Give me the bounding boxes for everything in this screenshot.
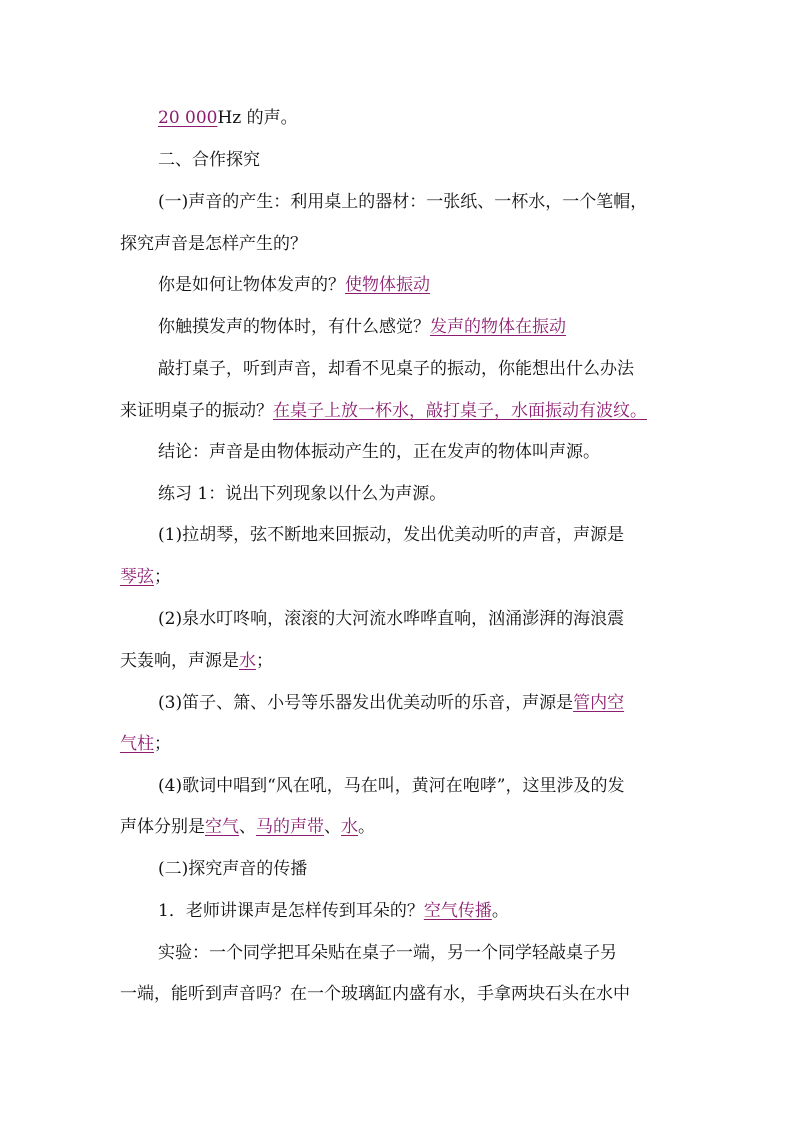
- answer-blank: 空气: [205, 817, 239, 837]
- line-text: Hz 的声。: [217, 108, 298, 128]
- answer-blank: 马的声带: [256, 817, 324, 837]
- text-line-14: [120, 646, 680, 676]
- text-line-3: [158, 187, 680, 217]
- line-text: 、: [239, 817, 256, 837]
- line-text: 你是如何让物体发声的？: [158, 275, 345, 295]
- text-line-12: [120, 562, 680, 592]
- text-line-6: [158, 312, 680, 342]
- line-text: 一端，能听到声音吗？在一个玻璃缸内盛有水，手拿两块石头在水中: [120, 984, 630, 1004]
- answer-blank: 管内空: [573, 693, 625, 713]
- answer-blank: 空气传播: [423, 901, 492, 921]
- text-line-7: [158, 354, 680, 384]
- text-line-17: [158, 771, 680, 801]
- text-line-20: [158, 896, 680, 926]
- line-text: (4)歌词中唱到“风在吼，马在叫，黄河在咆哮”，这里涉及的发: [158, 776, 625, 796]
- section-heading-2: [158, 145, 680, 175]
- line-text: 。: [491, 901, 509, 921]
- answer-blank: 发声的物体在振动: [430, 317, 566, 337]
- text-line-9: [158, 437, 680, 467]
- text-line-13: [158, 604, 680, 634]
- line-text: 。: [358, 817, 375, 837]
- answer-blank: 气柱: [120, 734, 154, 754]
- text-line-11: [158, 520, 680, 550]
- line-text: (2)泉水叮咚响，滚滚的大河流水哗哗直响，汹涌澎湃的海浪震: [158, 609, 625, 629]
- line-text: 实验：一个同学把耳朵贴在桌子一端，另一个同学轻敲桌子另: [158, 943, 617, 963]
- line-text: 天轰响，声源是: [120, 651, 239, 671]
- text-line-15: [158, 688, 680, 718]
- line-text: 声体分别是: [120, 817, 205, 837]
- line-text: (3)笛子、箫、小号等乐器发出优美动听的乐音，声源是: [158, 693, 574, 713]
- text-line-8: [120, 396, 680, 426]
- answer-blank: 使物体振动: [345, 275, 430, 295]
- line-text: 结论：声音是由物体振动产生的，正在发声的物体叫声源。: [158, 442, 600, 462]
- text-line-18: [120, 812, 680, 842]
- text-line-21: [158, 938, 680, 968]
- answer-blank: 在桌子上放一杯水，敲打桌子，水面振动有波纹。: [273, 401, 647, 421]
- line-text: 1．老师讲课声是怎样传到耳朵的？: [158, 901, 424, 921]
- line-text: 来证明桌子的振动？: [120, 401, 273, 421]
- text-line-16: [120, 729, 680, 759]
- line-text: (1)拉胡琴，弦不断地来回振动，发出优美动听的声音，声源是: [158, 525, 625, 545]
- text-line-1: [158, 103, 680, 133]
- line-text: ；: [154, 734, 171, 754]
- section-heading-19: [158, 854, 680, 884]
- answer-blank: 水: [239, 651, 256, 671]
- text-line-10: [158, 479, 680, 509]
- line-text: 二、合作探究: [158, 150, 260, 170]
- line-text: 、: [324, 817, 341, 837]
- line-text: ；: [256, 651, 273, 671]
- text-line-4: [120, 229, 680, 259]
- text-line-22: [120, 979, 680, 1009]
- answer-blank: 水: [341, 817, 358, 837]
- line-text: 练习 1：说出下列现象以什么为声源。: [158, 484, 447, 504]
- answer-blank: 20 000: [158, 108, 218, 128]
- line-text: (二)探究声音的传播: [158, 859, 308, 879]
- line-text: (一)声音的产生：利用桌上的器材：一张纸、一杯水，一个笔帽，: [158, 192, 648, 212]
- text-line-5: [158, 270, 680, 300]
- line-text: ；: [154, 567, 171, 587]
- answer-blank: 琴弦: [120, 567, 154, 587]
- line-text: 敲打桌子，听到声音，却看不见桌子的振动，你能想出什么办法: [158, 359, 634, 379]
- line-text: 探究声音是怎样产生的？: [120, 234, 307, 254]
- line-text: 你触摸发声的物体时，有什么感觉？: [158, 317, 430, 337]
